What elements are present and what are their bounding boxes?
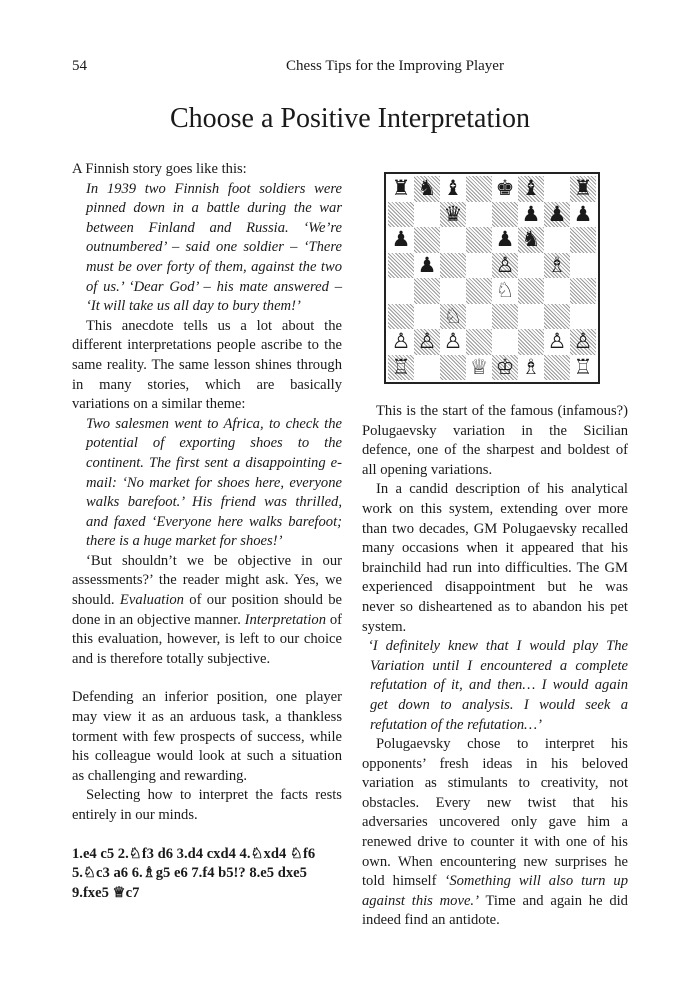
chess-piece-icon: ♙ <box>443 329 463 354</box>
square-b5 <box>414 253 440 279</box>
square-g1 <box>544 355 570 381</box>
square-f2 <box>518 329 544 355</box>
square-f1 <box>518 355 544 381</box>
square-g3 <box>544 304 570 330</box>
square-h2 <box>570 329 596 355</box>
square-h1 <box>570 355 596 381</box>
square-f5 <box>518 253 544 279</box>
candid-description-paragraph: In a candid description of his analytical work on this system, extending over more than two decades, GM Polugaevsky recalled many occasions when it appeared that his brainchild had run into difficulties. The GM experienced disappointment but he was never so disheartened as to abandon his pet system. <box>362 481 628 635</box>
running-title: Chess Tips for the Improving Player <box>286 58 504 74</box>
chess-piece-icon: ♕ <box>469 354 489 379</box>
square-d3 <box>466 304 492 330</box>
right-column <box>362 402 628 931</box>
square-b8 <box>414 176 440 202</box>
anecdote-paragraph: This anecdote tells us a lot about the different interpretations people ascribe to the same reality. The same lesson shines through in many stories, which are basically variations on a similar theme: <box>72 317 342 413</box>
square-c2 <box>440 329 466 355</box>
intro-paragraph: A Finnish story goes like this: <box>72 161 247 177</box>
chess-piece-icon: ♗ <box>547 252 567 277</box>
square-b1 <box>414 355 440 381</box>
chess-piece-icon: ♝ <box>521 176 541 201</box>
square-h3 <box>570 304 596 330</box>
text-segment: Polugaevsky chose to interpret his opponents’ fresh ideas in his beloved variation as stimulants to creativity, not obstacles. Every new twist that his adversaries uncovered only gave him a renewed drive to counter it with one of his own. When encountering new surprises he told himself <box>362 736 628 890</box>
square-f4 <box>518 278 544 304</box>
chess-diagram <box>384 172 600 384</box>
square-h8 <box>570 176 596 202</box>
chess-piece-icon: ♙ <box>547 329 567 354</box>
square-g4 <box>544 278 570 304</box>
square-a7 <box>388 202 414 228</box>
square-a8 <box>388 176 414 202</box>
square-c7 <box>440 202 466 228</box>
square-g2 <box>544 329 570 355</box>
defending-paragraph: Defending an inferior position, one player may view it as an arduous task, a thankless torment with few prospects of success, while his colleague would look at such a situation as challenging and rewarding. <box>72 689 342 784</box>
chess-piece-icon: ♟ <box>521 201 541 226</box>
square-c4 <box>440 278 466 304</box>
square-a1 <box>388 355 414 381</box>
chess-piece-icon: ♖ <box>391 354 411 379</box>
polugaevsky-quote: ‘I definitely knew that I would play The Variation until I encountered a complete refutation of it, and then… I would again get down to analysis. I would seek a refutation of the refutation…’ <box>368 638 628 733</box>
square-e1 <box>492 355 518 381</box>
square-b2 <box>414 329 440 355</box>
chess-piece-icon: ♟ <box>417 252 437 277</box>
salesmen-story-quote: Two salesmen went to Africa, to check the potential of exporting shoes to the continent. The first sent a disappointing e-mail: ‘No market for shoes here, everyone walks barefoot.’ His friend was thrilled, and faxed ‘Everyone here walks barefoot; there is a huge market for shoes!’ <box>86 415 342 550</box>
chess-piece-icon: ♟ <box>547 201 567 226</box>
square-e5 <box>492 253 518 279</box>
square-c6 <box>440 227 466 253</box>
chess-piece-icon: ♘ <box>495 278 515 303</box>
square-b7 <box>414 202 440 228</box>
text-segment: ‘But shouldn’t we be objective in our assessments?’ the reader might ask. Yes, we should. <box>72 552 342 609</box>
square-h4 <box>570 278 596 304</box>
square-h5 <box>570 253 596 279</box>
square-e7 <box>492 202 518 228</box>
square-c5 <box>440 253 466 279</box>
chess-piece-icon: ♘ <box>443 303 463 328</box>
chess-piece-icon: ♙ <box>495 252 515 277</box>
square-d4 <box>466 278 492 304</box>
chess-piece-icon: ♛ <box>443 201 463 226</box>
emphasis-evaluation: Evaluation <box>119 592 184 609</box>
square-e6 <box>492 227 518 253</box>
chess-piece-icon: ♙ <box>391 329 411 354</box>
chess-piece-icon: ♞ <box>417 176 437 201</box>
square-g5 <box>544 253 570 279</box>
square-a2 <box>388 329 414 355</box>
square-e3 <box>492 304 518 330</box>
square-a5 <box>388 253 414 279</box>
square-e4 <box>492 278 518 304</box>
square-a4 <box>388 278 414 304</box>
square-d8 <box>466 176 492 202</box>
chess-piece-icon: ♟ <box>391 227 411 252</box>
chess-piece-icon: ♗ <box>521 354 541 379</box>
text-segment: Time and again he did indeed find an antidote. <box>362 892 628 929</box>
chess-piece-icon: ♜ <box>573 176 593 201</box>
chess-piece-icon: ♟ <box>573 201 593 226</box>
chess-piece-icon: ♚ <box>495 176 515 201</box>
text-segment: of our position should be done in an objective manner. <box>72 592 342 628</box>
move-sequence: 1.e4 c5 2.♘f3 d6 3.d4 cxd4 4.♘xd4 ♘f6 5.♘c3 a6 6.♗g5 e6 7.f4 b5!? 8.e5 dxe5 9.fxe5 ♕c7 <box>72 845 316 901</box>
chess-board <box>388 176 596 380</box>
page-number: 54 <box>72 58 87 74</box>
finnish-story-quote: In 1939 two Finnish foot soldiers were pinned down in a battle during the war between Finland and Russia. ‘We’re outnumbered’ – said one soldier – ‘There must be over forty of them, against the two of us.’ ‘Dear God’ – his mate answered – ‘It will take us all day to bury them!’ <box>86 180 342 315</box>
square-e2 <box>492 329 518 355</box>
chess-piece-icon: ♝ <box>443 176 463 201</box>
square-c8 <box>440 176 466 202</box>
square-a3 <box>388 304 414 330</box>
left-column <box>72 160 342 903</box>
chess-piece-icon: ♙ <box>573 329 593 354</box>
chess-piece-icon: ♙ <box>417 329 437 354</box>
square-b4 <box>414 278 440 304</box>
chess-piece-icon: ♔ <box>495 354 515 379</box>
chess-piece-icon: ♖ <box>573 354 593 379</box>
square-d6 <box>466 227 492 253</box>
square-a6 <box>388 227 414 253</box>
emphasis-interpretation: Interpretation <box>244 611 327 628</box>
variation-paragraph: This is the start of the famous (infamous?) Polugaevsky variation in the Sicilian defence, one of the sharpest and boldest of all opening variations. <box>362 403 628 478</box>
square-h7 <box>570 202 596 228</box>
text-segment: of this evaluation, however, is left to our choice and is therefore totally subjective. <box>72 611 342 667</box>
chapter-title: Choose a Positive Interpretation <box>169 103 531 134</box>
emphasis-quote: ‘Something will also turn up against this move.’ <box>362 873 628 909</box>
square-e8 <box>492 176 518 202</box>
square-f6 <box>518 227 544 253</box>
square-f8 <box>518 176 544 202</box>
square-b3 <box>414 304 440 330</box>
square-c3 <box>440 304 466 330</box>
objectivity-paragraph <box>72 552 342 670</box>
square-g7 <box>544 202 570 228</box>
chess-piece-icon: ♟ <box>495 227 515 252</box>
square-d7 <box>466 202 492 228</box>
square-d2 <box>466 329 492 355</box>
square-d1 <box>466 355 492 381</box>
square-d5 <box>466 253 492 279</box>
square-g8 <box>544 176 570 202</box>
square-f7 <box>518 202 544 228</box>
interpretation-paragraph <box>362 735 628 931</box>
square-h6 <box>570 227 596 253</box>
selecting-paragraph: Selecting how to interpret the facts rests entirely in our minds. <box>72 787 342 823</box>
square-f3 <box>518 304 544 330</box>
chess-piece-icon: ♜ <box>391 176 411 201</box>
square-b6 <box>414 227 440 253</box>
square-c1 <box>440 355 466 381</box>
chess-piece-icon: ♞ <box>521 227 541 252</box>
square-g6 <box>544 227 570 253</box>
